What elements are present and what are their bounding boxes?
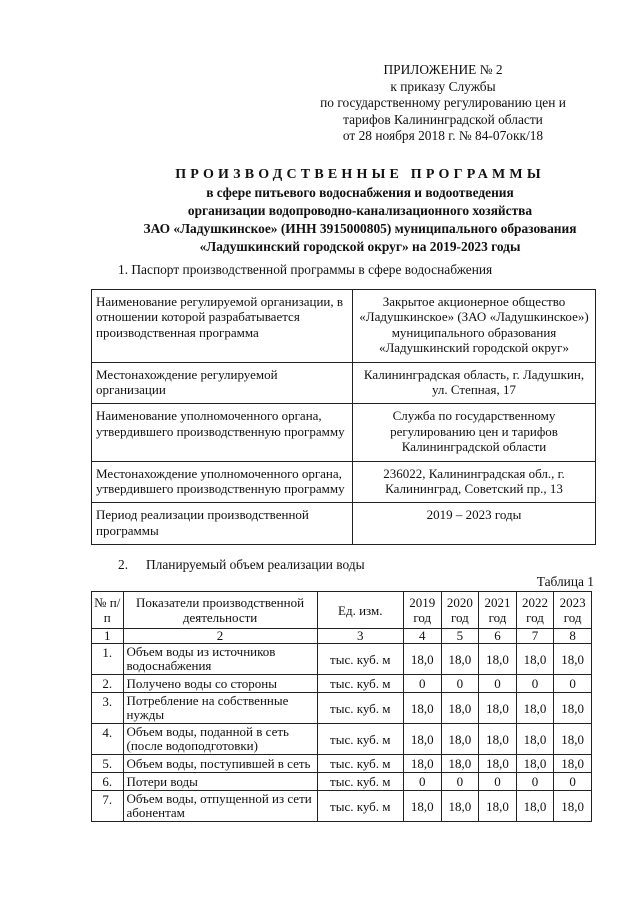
table-label: Таблица 1 bbox=[536, 574, 594, 589]
row-year-value: 18,0 bbox=[479, 791, 517, 822]
row-number: 6. bbox=[92, 773, 124, 791]
row-unit: тыс. куб. м bbox=[317, 644, 403, 675]
table-row bbox=[92, 773, 592, 791]
column-index-cell: 1 bbox=[92, 629, 124, 644]
row-year-value: 0 bbox=[441, 773, 479, 791]
appendix-block bbox=[298, 62, 588, 145]
row-unit: тыс. куб. м bbox=[317, 755, 403, 773]
row-year-value: 18,0 bbox=[479, 724, 517, 755]
passport-field-name: Период реализации производственной программы bbox=[92, 503, 353, 545]
heading-line: «Ладушкинский городской округ» на 2019-2023 годы bbox=[199, 239, 521, 254]
row-unit: тыс. куб. м bbox=[317, 773, 403, 791]
appendix-line: к приказу Службы bbox=[390, 78, 496, 94]
row-year-value: 18,0 bbox=[516, 724, 554, 755]
row-number: 3. bbox=[92, 693, 124, 724]
column-index-cell: 5 bbox=[441, 629, 479, 644]
header-indicator: Показатели производственной деятельности bbox=[123, 592, 317, 629]
row-unit: тыс. куб. м bbox=[317, 791, 403, 822]
row-number: 5. bbox=[92, 755, 124, 773]
header-unit: Ед. изм. bbox=[317, 592, 403, 629]
passport-field-value: Закрытое акционерное общество «Ладушкинское» (ЗАО «Ладушкинское») муниципального образования «Ладушкинский городской округ» bbox=[353, 290, 596, 363]
row-year-value: 0 bbox=[554, 773, 592, 791]
section-2-title bbox=[118, 557, 365, 573]
row-year-value: 18,0 bbox=[479, 693, 517, 724]
row-unit: тыс. куб. м bbox=[317, 693, 403, 724]
appendix-date: от 28 ноября 2018 г. № 84-07окк/18 bbox=[342, 128, 544, 144]
row-year-value: 18,0 bbox=[403, 693, 441, 724]
row-year-value: 18,0 bbox=[516, 791, 554, 822]
row-year-value: 18,0 bbox=[554, 693, 592, 724]
row-indicator: Получено воды со стороны bbox=[123, 675, 317, 693]
row-number: 2. bbox=[92, 675, 124, 693]
row-year-value: 18,0 bbox=[403, 644, 441, 675]
row-indicator: Объем воды, поданной в сеть (после водоподготовки) bbox=[123, 724, 317, 755]
section-1-title: 1. Паспорт производственной программы в сфере водоснабжения bbox=[118, 262, 493, 277]
row-year-value: 0 bbox=[441, 675, 479, 693]
row-year-value: 18,0 bbox=[554, 644, 592, 675]
header-num: № п/п bbox=[92, 592, 124, 629]
row-number: 7. bbox=[92, 791, 124, 822]
table-header-row bbox=[92, 592, 592, 629]
header-year: 2022 год bbox=[516, 592, 554, 629]
document-heading bbox=[60, 166, 640, 256]
passport-field-value: 236022, Калининградская обл., г. Калининград, Советский пр., 13 bbox=[353, 461, 596, 503]
row-year-value: 18,0 bbox=[516, 644, 554, 675]
passport-row bbox=[92, 461, 596, 503]
table-row bbox=[92, 791, 592, 822]
passport-field-name: Наименование регулируемой организации, в отношении которой разрабатывается производственная программа bbox=[92, 290, 353, 363]
row-unit: тыс. куб. м bbox=[317, 675, 403, 693]
row-year-value: 18,0 bbox=[441, 644, 479, 675]
row-year-value: 0 bbox=[479, 675, 517, 693]
column-index-cell: 2 bbox=[123, 629, 317, 644]
passport-field-name: Местонахождение уполномоченного органа, утвердившего производственную программу bbox=[92, 461, 353, 503]
heading-line: в сфере питьевого водоснабжения и водоотведения bbox=[206, 185, 514, 200]
row-year-value: 0 bbox=[403, 773, 441, 791]
row-indicator: Потребление на собственные нужды bbox=[123, 693, 317, 724]
row-number: 4. bbox=[92, 724, 124, 755]
heading-line: организации водопроводно-канализационного хозяйства bbox=[187, 203, 533, 218]
row-year-value: 18,0 bbox=[516, 693, 554, 724]
row-year-value: 18,0 bbox=[441, 755, 479, 773]
passport-row bbox=[92, 362, 596, 404]
row-indicator: Объем воды из источников водоснабжения bbox=[123, 644, 317, 675]
row-indicator: Объем воды, отпущенной из сети абонентам bbox=[123, 791, 317, 822]
row-year-value: 0 bbox=[554, 675, 592, 693]
section-2-text: Планируемый объем реализации воды bbox=[146, 557, 365, 572]
row-indicator: Потери воды bbox=[123, 773, 317, 791]
passport-field-name: Наименование уполномоченного органа, утвердившего производственную программу bbox=[92, 404, 353, 461]
passport-table bbox=[91, 289, 596, 545]
passport-field-name: Местонахождение регулируемой организации bbox=[92, 362, 353, 404]
table-row bbox=[92, 644, 592, 675]
row-year-value: 18,0 bbox=[441, 693, 479, 724]
row-year-value: 18,0 bbox=[403, 724, 441, 755]
table-row bbox=[92, 724, 592, 755]
row-number: 1. bbox=[92, 644, 124, 675]
row-year-value: 0 bbox=[516, 675, 554, 693]
column-index-cell: 6 bbox=[479, 629, 517, 644]
column-index-cell: 7 bbox=[516, 629, 554, 644]
row-year-value: 0 bbox=[479, 773, 517, 791]
passport-row bbox=[92, 404, 596, 461]
appendix-title: ПРИЛОЖЕНИЕ № 2 bbox=[383, 62, 503, 77]
row-year-value: 18,0 bbox=[441, 791, 479, 822]
row-year-value: 18,0 bbox=[554, 791, 592, 822]
header-year: 2020 год bbox=[441, 592, 479, 629]
water-volume-table bbox=[91, 591, 592, 822]
passport-field-value: Калининградская область, г. Ладушкин, ул. Степная, 17 bbox=[353, 362, 596, 404]
heading-line: ЗАО «Ладушкинское» (ИНН 3915000805) муниципального образования bbox=[143, 221, 577, 236]
row-year-value: 0 bbox=[403, 675, 441, 693]
table-row bbox=[92, 755, 592, 773]
passport-row bbox=[92, 503, 596, 545]
row-year-value: 18,0 bbox=[479, 644, 517, 675]
table-row bbox=[92, 675, 592, 693]
section-2-number: 2. bbox=[118, 557, 129, 572]
column-index-row bbox=[92, 629, 592, 644]
header-year: 2023 год bbox=[554, 592, 592, 629]
appendix-line: тарифов Калининградской области bbox=[343, 111, 543, 127]
row-year-value: 18,0 bbox=[403, 791, 441, 822]
passport-row bbox=[92, 290, 596, 363]
passport-field-value: 2019 – 2023 годы bbox=[353, 503, 596, 545]
table-row bbox=[92, 693, 592, 724]
row-year-value: 18,0 bbox=[403, 755, 441, 773]
row-year-value: 18,0 bbox=[554, 724, 592, 755]
column-index-cell: 3 bbox=[317, 629, 403, 644]
column-index-cell: 8 bbox=[554, 629, 592, 644]
column-index-cell: 4 bbox=[403, 629, 441, 644]
row-unit: тыс. куб. м bbox=[317, 724, 403, 755]
row-year-value: 18,0 bbox=[516, 755, 554, 773]
row-indicator: Объем воды, поступившей в сеть bbox=[123, 755, 317, 773]
row-year-value: 18,0 bbox=[441, 724, 479, 755]
row-year-value: 0 bbox=[516, 773, 554, 791]
heading-main: ПРОИЗВОДСТВЕННЫЕ ПРОГРАММЫ bbox=[175, 167, 545, 182]
row-year-value: 18,0 bbox=[479, 755, 517, 773]
passport-field-value: Служба по государственному регулированию цен и тарифов Калининградской области bbox=[353, 404, 596, 461]
appendix-line: по государственному регулированию цен и bbox=[320, 95, 566, 111]
header-year: 2019 год bbox=[403, 592, 441, 629]
row-year-value: 18,0 bbox=[554, 755, 592, 773]
header-year: 2021 год bbox=[479, 592, 517, 629]
